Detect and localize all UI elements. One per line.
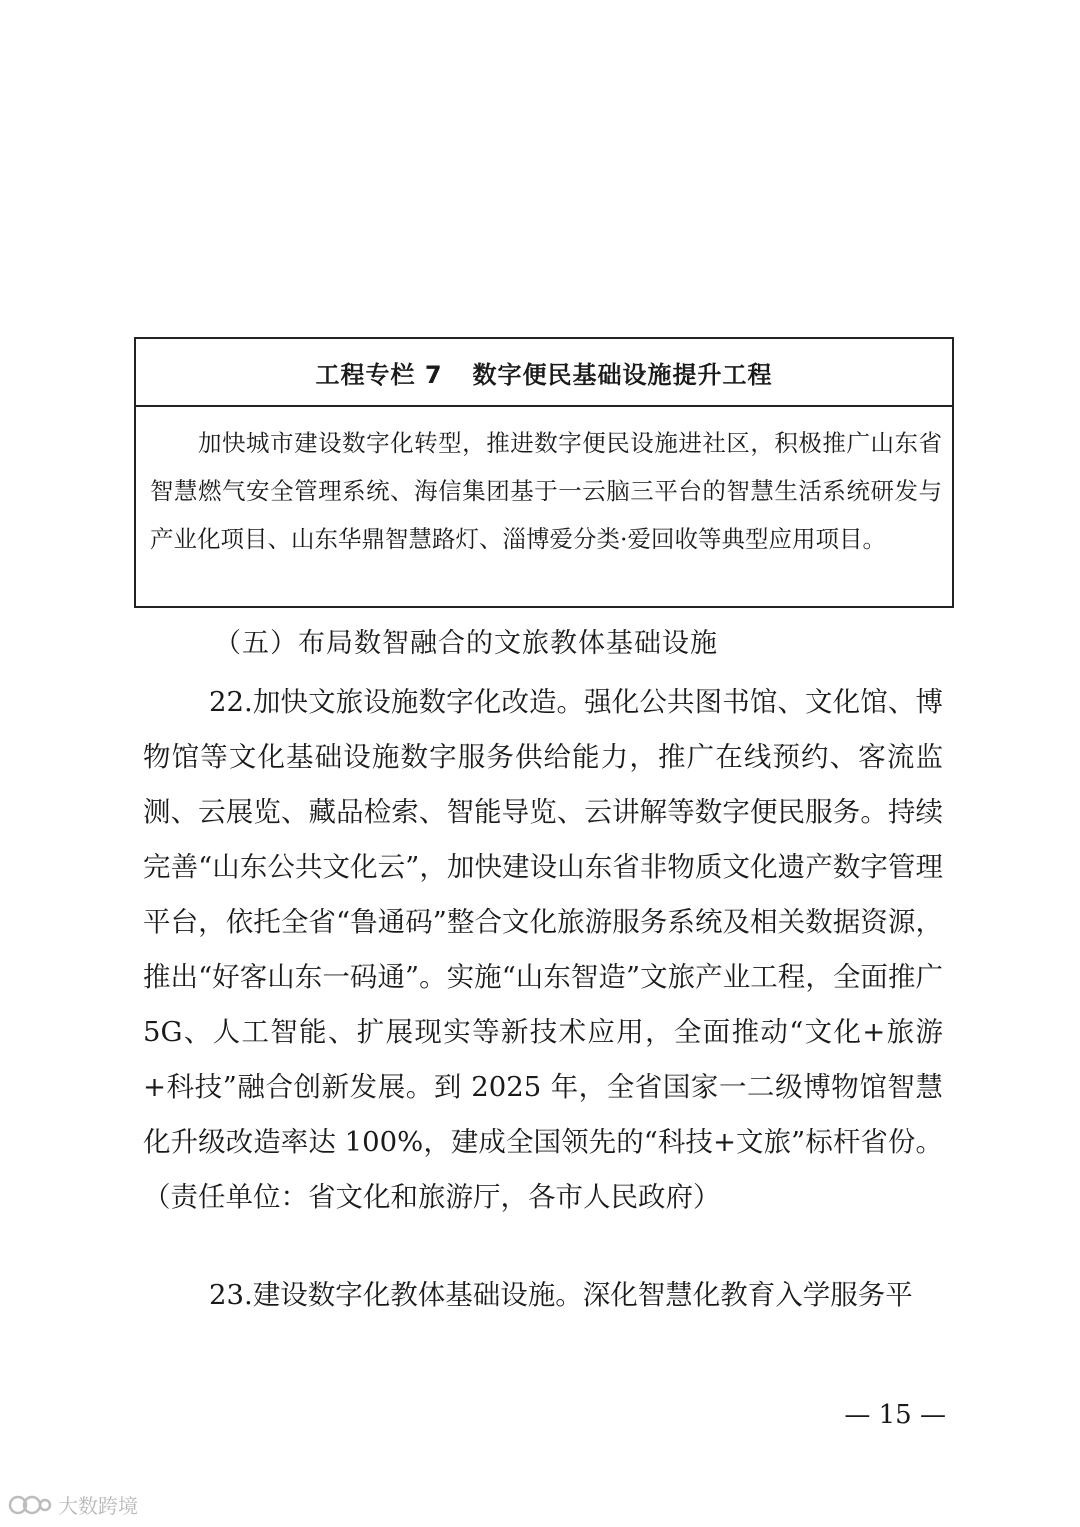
paragraph-22: 22.加快文旅设施数字化改造。强化公共图书馆、文化馆、博物馆等文化基础设施数字服务供给能力，推广在线预约、客流监测、云展览、藏品检索、智能导览、云讲解等数字便民服务。持续完善“山东公共文化云”，加快建设山东省非物质文化遗产数字管理平台，依托全省“鲁通码”整合文化旅游服务系统及相关数据资源，推出“好客山东一码通”。实施“山东智造”文旅产业工程，全面推广 5G、人工智能、扩展现实等新技术应用，全面推动“文化+旅游+科技”融合创新发展。到 2025 年，全省国家一二级博物馆智慧化升级改造率达 100%，建成全国领先的“科技+文旅”标杆省份。（责任单位：省文化和旅游厅，各市人民政府） [143,686,943,1213]
paragraph-23: 23.建设数字化教体基础设施。深化智慧化教育入学服务平 [209,1279,913,1311]
watermark [8,1490,138,1519]
section-heading: （五）布局数智融合的文旅教体基础设施 [214,628,718,659]
project-column-box [134,337,954,608]
watermark-logo-icon [8,1493,52,1517]
project-column-body: 加快城市建设数字化转型，推进数字便民设施进社区，积极推广山东省智慧燃气安全管理系统、海信集团基于一云脑三平台的智慧生活系统研发与产业化项目、山东华鼎智慧路灯、淄博爱分类·爱回收等典型应用项目。 [150,429,942,553]
watermark-text: 大数跨境 [58,1494,138,1518]
project-column-title-prefix: 工程专栏 7 [315,360,443,389]
project-column-title-main: 数字便民基础设施提升工程 [472,360,773,389]
page-number: — 15 — [844,1400,946,1430]
project-column-title [136,339,952,407]
